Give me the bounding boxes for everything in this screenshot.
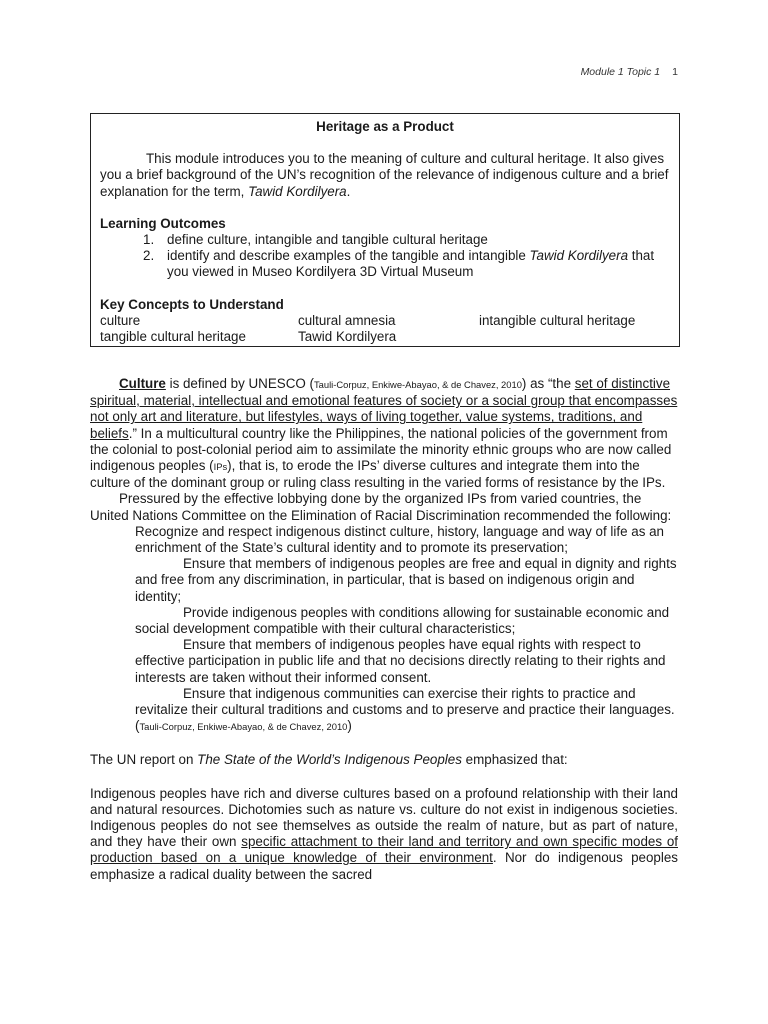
ips-abbreviation: IPs [213, 461, 228, 473]
learning-outcomes-heading: Learning Outcomes [100, 215, 226, 231]
module-label: Module 1 Topic 1 [580, 66, 661, 78]
text-run: The UN report on [90, 752, 198, 768]
un-report-line [90, 752, 678, 768]
recommendation-text: Ensure that indigenous communities can exercise their rights to practice and revitalize their cultural traditions and customs and to preserve and practice their languages. ( [135, 685, 675, 734]
text-run: ), that is, to erode the IPs’ diverse cultures and integrate them into the culture of the dominant group or ruling class resulting in the varied forms of resistance by the IPs. [90, 458, 666, 491]
text-run: .” In a multicultural country like the Philippines, the national policies of the government from the colonial to post-colonial period aim to assimilate the minority ethnic groups who are now called indigenous peoples ( [90, 425, 672, 474]
outcome-item [100, 232, 670, 248]
recommendations-list [135, 524, 678, 736]
culture-definition-paragraph [90, 376, 678, 491]
outcome-text: define culture, intangible and tangible cultural heritage [167, 232, 488, 248]
intro-end: . [346, 183, 351, 199]
text-run: . Nor do indigenous peoples emphasize a radical duality between the sacred [90, 850, 679, 882]
outcome-number: 1. [143, 232, 155, 248]
culture-term: Culture [119, 376, 166, 391]
underlined-passage: specific attachment to their land and territory and own specific modes of production based on a unique knowledge of their environment [90, 834, 678, 866]
citation: Tauli-Corpuz, Enkiwe-Abayao, & de Chavez, 2010 [139, 721, 348, 733]
outcome-number: 2. [143, 248, 155, 264]
outcome-term: Tawid Kordilyera [529, 248, 629, 264]
text-run: ) as “the [521, 376, 575, 391]
concept-item: Tawid Kordilyera [298, 329, 397, 345]
box-title: Heritage as a Product [316, 119, 454, 134]
intro-term: Tawid Kordilyera [248, 183, 347, 199]
text-run: emphasized that: [461, 752, 568, 768]
indigenous-peoples-quote [90, 786, 678, 883]
unesco-quote: set of distinctive spiritual, material, intellectual and emotional features of society or a social group that encompasses not only art and literature, but lifestyles, ways of living together, value systems, traditions, and beliefs [90, 376, 678, 441]
main-content [90, 376, 678, 883]
lobbying-paragraph: Pressured by the effective lobbying done by the organized IPs from varied countries, the United Nations Committee on the Elimination of Racial Discrimination recommended the following: [90, 491, 672, 523]
outcome-item [100, 248, 670, 280]
recommendation-item: Ensure that members of indigenous peoples are free and equal in dignity and rights and free from any discrimination, in particular, that is based on indigenous origin and identity; [135, 556, 677, 604]
key-concepts-grid [100, 313, 670, 345]
concept-item: cultural amnesia [298, 312, 396, 328]
key-concepts-heading: Key Concepts to Understand [100, 296, 284, 312]
recommendation-item [135, 686, 678, 736]
recommendation-item: Recognize and respect indigenous distinct culture, history, language and way of life as an enrichment of the State’s cultural identity and to promote its preservation; [135, 523, 665, 556]
box-intro [100, 151, 670, 200]
concept-item: intangible cultural heritage [479, 312, 636, 328]
page-header [581, 64, 678, 80]
recommendation-item: Ensure that members of indigenous peoples have equal rights with respect to effective participation in public life and that no decisions directly relating to their rights and interests are taken without their informed consent. [135, 637, 666, 685]
page-number: 1 [672, 66, 678, 78]
report-title: The State of the World’s Indigenous Peoples [197, 752, 462, 768]
module-summary-box [90, 113, 680, 347]
intro-text: This module introduces you to the meaning of culture and cultural heritage. It also gives you a brief background of the UN’s recognition of the relevance of indigenous culture and a brief explanation for the term, [100, 151, 669, 199]
learning-outcomes-list [100, 232, 670, 281]
citation: Tauli-Corpuz, Enkiwe-Abayao, & de Chavez, 2010 [313, 379, 522, 390]
text-run: is defined by UNESCO ( [165, 376, 314, 391]
recommendation-item: Provide indigenous peoples with conditions allowing for sustainable economic and social development compatible with their cultural characteristics; [135, 604, 670, 637]
text-run: Indigenous peoples have rich and diverse cultures based on a profound relationship with their land and natural resources. Dichotomies such as nature vs. culture do not exist in indigenous societies. Indigenous peoples do not see themselves as outside the realm of nature, but as part of nature, and they have their own [90, 785, 678, 850]
concept-item: tangible cultural heritage [100, 329, 246, 345]
concept-item: culture [100, 312, 141, 328]
outcome-text: identify and describe examples of the tangible and intangible [167, 248, 530, 264]
outcome-text-end: that you viewed in Museo Kordilyera 3D Virtual Museum [167, 248, 655, 280]
text-run: ) [347, 718, 352, 734]
